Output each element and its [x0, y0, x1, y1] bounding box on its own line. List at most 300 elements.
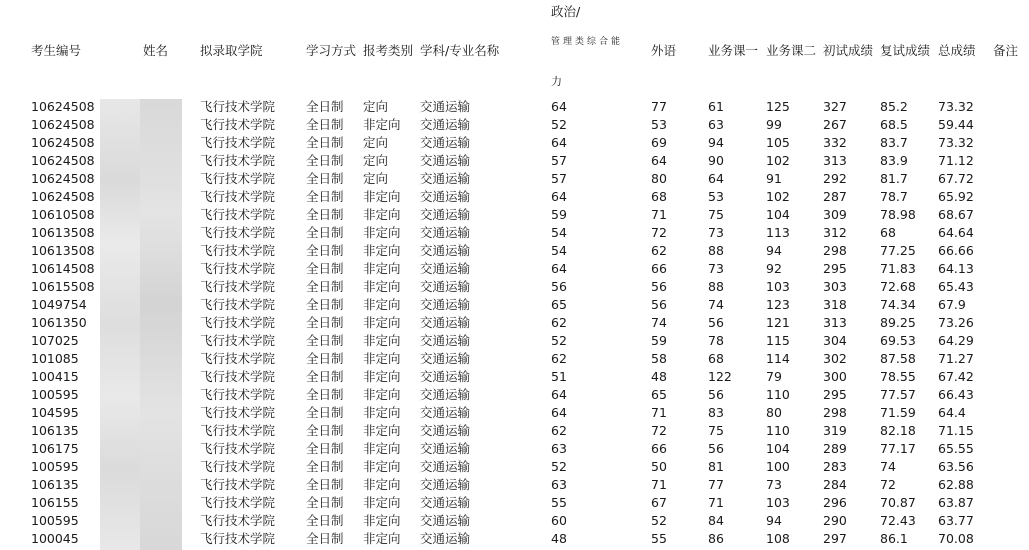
cell-study-mode: 全日制 [306, 171, 344, 186]
cell-study-mode: 全日制 [306, 189, 344, 204]
cell-course1: 53 [708, 189, 724, 204]
cell-college: 飞行技术学院 [200, 513, 276, 528]
cell-exam-id: 104595 [31, 405, 79, 420]
cell-foreign-language: 71 [651, 207, 667, 222]
cell-course1: 56 [708, 387, 724, 402]
cell-college: 飞行技术学院 [200, 297, 276, 312]
cell-college: 飞行技术学院 [200, 441, 276, 456]
cell-study-mode: 全日制 [306, 225, 344, 240]
cell-applicant-type: 非定向 [363, 441, 401, 456]
cell-total-score: 67.72 [938, 171, 974, 186]
cell-initial-score: 312 [823, 225, 847, 240]
cell-exam-id: 10613508 [31, 225, 95, 240]
cell-retest-score: 72.68 [880, 279, 916, 294]
cell-college: 飞行技术学院 [200, 243, 276, 258]
cell-retest-score: 74 [880, 459, 896, 474]
cell-course2: 94 [766, 243, 782, 258]
cell-exam-id: 10615508 [31, 279, 95, 294]
cell-foreign-language: 64 [651, 153, 667, 168]
cell-total-score: 71.27 [938, 351, 974, 366]
cell-study-mode: 全日制 [306, 135, 344, 150]
header-initial-score: 初试成绩 [823, 43, 874, 58]
cell-college: 飞行技术学院 [200, 225, 276, 240]
cell-exam-id: 101085 [31, 351, 79, 366]
cell-college: 飞行技术学院 [200, 369, 276, 384]
cell-applicant-type: 非定向 [363, 261, 401, 276]
cell-applicant-type: 非定向 [363, 495, 401, 510]
cell-major: 交通运输 [420, 171, 471, 186]
cell-retest-score: 89.25 [880, 315, 916, 330]
cell-course2: 104 [766, 441, 790, 456]
cell-study-mode: 全日制 [306, 315, 344, 330]
cell-politics: 62 [551, 315, 567, 330]
cell-initial-score: 298 [823, 243, 847, 258]
cell-college: 飞行技术学院 [200, 171, 276, 186]
cell-politics: 59 [551, 207, 567, 222]
cell-foreign-language: 59 [651, 333, 667, 348]
cell-initial-score: 267 [823, 117, 847, 132]
cell-course1: 77 [708, 477, 724, 492]
header-politics-line3: 力 [551, 75, 562, 88]
cell-college: 飞行技术学院 [200, 261, 276, 276]
cell-study-mode: 全日制 [306, 297, 344, 312]
cell-retest-score: 82.18 [880, 423, 916, 438]
cell-major: 交通运输 [420, 423, 471, 438]
cell-initial-score: 292 [823, 171, 847, 186]
cell-course2: 115 [766, 333, 790, 348]
cell-total-score: 64.29 [938, 333, 974, 348]
header-retest-score: 复试成绩 [880, 43, 931, 58]
cell-course1: 63 [708, 117, 724, 132]
cell-course1: 78 [708, 333, 724, 348]
cell-initial-score: 302 [823, 351, 847, 366]
cell-initial-score: 287 [823, 189, 847, 204]
cell-applicant-type: 非定向 [363, 387, 401, 402]
cell-retest-score: 69.53 [880, 333, 916, 348]
cell-course1: 74 [708, 297, 724, 312]
cell-retest-score: 71.59 [880, 405, 916, 420]
cell-exam-id: 10624508 [31, 135, 95, 150]
cell-college: 飞行技术学院 [200, 207, 276, 222]
cell-initial-score: 290 [823, 513, 847, 528]
cell-major: 交通运输 [420, 495, 471, 510]
cell-major: 交通运输 [420, 441, 471, 456]
cell-major: 交通运输 [420, 261, 471, 276]
cell-college: 飞行技术学院 [200, 531, 276, 546]
cell-exam-id: 100595 [31, 387, 79, 402]
cell-major: 交通运输 [420, 369, 471, 384]
cell-course1: 83 [708, 405, 724, 420]
cell-politics: 63 [551, 477, 567, 492]
cell-course2: 108 [766, 531, 790, 546]
cell-exam-id: 1061350 [31, 315, 87, 330]
cell-foreign-language: 56 [651, 279, 667, 294]
cell-major: 交通运输 [420, 279, 471, 294]
cell-study-mode: 全日制 [306, 207, 344, 222]
cell-foreign-language: 72 [651, 423, 667, 438]
cell-course2: 73 [766, 477, 782, 492]
cell-course2: 99 [766, 117, 782, 132]
cell-initial-score: 300 [823, 369, 847, 384]
cell-college: 飞行技术学院 [200, 459, 276, 474]
cell-course2: 110 [766, 423, 790, 438]
cell-course1: 56 [708, 315, 724, 330]
cell-exam-id: 100595 [31, 513, 79, 528]
cell-course1: 73 [708, 261, 724, 276]
cell-study-mode: 全日制 [306, 477, 344, 492]
cell-applicant-type: 非定向 [363, 423, 401, 438]
cell-applicant-type: 非定向 [363, 189, 401, 204]
cell-total-score: 66.43 [938, 387, 974, 402]
cell-college: 飞行技术学院 [200, 495, 276, 510]
cell-major: 交通运输 [420, 333, 471, 348]
cell-major: 交通运输 [420, 513, 471, 528]
cell-applicant-type: 定向 [363, 153, 389, 168]
cell-initial-score: 289 [823, 441, 847, 456]
cell-exam-id: 10624508 [31, 153, 95, 168]
cell-major: 交通运输 [420, 405, 471, 420]
cell-course1: 71 [708, 495, 724, 510]
cell-applicant-type: 非定向 [363, 225, 401, 240]
cell-total-score: 73.32 [938, 135, 974, 150]
cell-study-mode: 全日制 [306, 513, 344, 528]
cell-course1: 64 [708, 171, 724, 186]
cell-retest-score: 78.55 [880, 369, 916, 384]
header-politics-line2: 管理类综合能 [551, 37, 624, 47]
cell-initial-score: 295 [823, 261, 847, 276]
cell-applicant-type: 非定向 [363, 333, 401, 348]
cell-applicant-type: 非定向 [363, 117, 401, 132]
header-remarks: 备注 [993, 43, 1019, 58]
cell-politics: 54 [551, 225, 567, 240]
cell-study-mode: 全日制 [306, 351, 344, 366]
cell-foreign-language: 68 [651, 189, 667, 204]
cell-foreign-language: 65 [651, 387, 667, 402]
cell-course1: 73 [708, 225, 724, 240]
cell-exam-id: 106175 [31, 441, 79, 456]
cell-politics: 57 [551, 153, 567, 168]
cell-course1: 75 [708, 423, 724, 438]
cell-initial-score: 296 [823, 495, 847, 510]
cell-initial-score: 319 [823, 423, 847, 438]
cell-study-mode: 全日制 [306, 153, 344, 168]
header-politics-line1: 政治/ [551, 4, 581, 19]
header-name: 姓名 [143, 43, 169, 58]
cell-initial-score: 332 [823, 135, 847, 150]
cell-applicant-type: 非定向 [363, 477, 401, 492]
header-applicant-type: 报考类别 [363, 43, 414, 58]
cell-exam-id: 106135 [31, 423, 79, 438]
cell-major: 交通运输 [420, 315, 471, 330]
cell-applicant-type: 非定向 [363, 513, 401, 528]
cell-foreign-language: 66 [651, 261, 667, 276]
cell-major: 交通运输 [420, 117, 471, 132]
cell-study-mode: 全日制 [306, 531, 344, 546]
cell-politics: 54 [551, 243, 567, 258]
cell-study-mode: 全日制 [306, 243, 344, 258]
cell-initial-score: 309 [823, 207, 847, 222]
cell-course1: 86 [708, 531, 724, 546]
cell-politics: 48 [551, 531, 567, 546]
cell-course1: 94 [708, 135, 724, 150]
cell-total-score: 66.66 [938, 243, 974, 258]
cell-college: 飞行技术学院 [200, 189, 276, 204]
cell-course1: 88 [708, 243, 724, 258]
cell-exam-id: 106135 [31, 477, 79, 492]
cell-study-mode: 全日制 [306, 99, 344, 114]
cell-college: 飞行技术学院 [200, 117, 276, 132]
cell-foreign-language: 69 [651, 135, 667, 150]
cell-retest-score: 68 [880, 225, 896, 240]
cell-major: 交通运输 [420, 351, 471, 366]
cell-foreign-language: 62 [651, 243, 667, 258]
cell-total-score: 65.92 [938, 189, 974, 204]
cell-retest-score: 77.57 [880, 387, 916, 402]
cell-college: 飞行技术学院 [200, 333, 276, 348]
cell-applicant-type: 非定向 [363, 405, 401, 420]
cell-course2: 79 [766, 369, 782, 384]
cell-applicant-type: 非定向 [363, 459, 401, 474]
cell-course1: 84 [708, 513, 724, 528]
cell-course2: 94 [766, 513, 782, 528]
cell-college: 飞行技术学院 [200, 423, 276, 438]
cell-retest-score: 87.58 [880, 351, 916, 366]
cell-initial-score: 284 [823, 477, 847, 492]
cell-initial-score: 295 [823, 387, 847, 402]
cell-politics: 64 [551, 189, 567, 204]
header-study-mode: 学习方式 [306, 43, 357, 58]
cell-major: 交通运输 [420, 531, 471, 546]
header-course1: 业务课一 [708, 43, 759, 58]
cell-study-mode: 全日制 [306, 423, 344, 438]
cell-college: 飞行技术学院 [200, 135, 276, 150]
cell-foreign-language: 77 [651, 99, 667, 114]
cell-course1: 68 [708, 351, 724, 366]
cell-applicant-type: 非定向 [363, 315, 401, 330]
cell-applicant-type: 非定向 [363, 297, 401, 312]
cell-exam-id: 100595 [31, 459, 79, 474]
cell-initial-score: 313 [823, 153, 847, 168]
cell-politics: 52 [551, 333, 567, 348]
cell-course2: 103 [766, 495, 790, 510]
cell-applicant-type: 非定向 [363, 369, 401, 384]
cell-applicant-type: 非定向 [363, 207, 401, 222]
cell-retest-score: 72.43 [880, 513, 916, 528]
cell-major: 交通运输 [420, 189, 471, 204]
cell-initial-score: 304 [823, 333, 847, 348]
cell-major: 交通运输 [420, 225, 471, 240]
cell-course2: 80 [766, 405, 782, 420]
cell-foreign-language: 58 [651, 351, 667, 366]
cell-foreign-language: 72 [651, 225, 667, 240]
cell-retest-score: 70.87 [880, 495, 916, 510]
cell-retest-score: 74.34 [880, 297, 916, 312]
cell-major: 交通运输 [420, 135, 471, 150]
cell-foreign-language: 71 [651, 477, 667, 492]
cell-study-mode: 全日制 [306, 333, 344, 348]
cell-course1: 88 [708, 279, 724, 294]
cell-college: 飞行技术学院 [200, 99, 276, 114]
header-college: 拟录取学院 [200, 43, 263, 58]
cell-major: 交通运输 [420, 207, 471, 222]
cell-retest-score: 78.7 [880, 189, 908, 204]
cell-exam-id: 1049754 [31, 297, 87, 312]
cell-politics: 64 [551, 405, 567, 420]
cell-total-score: 67.42 [938, 369, 974, 384]
cell-foreign-language: 80 [651, 171, 667, 186]
cell-politics: 56 [551, 279, 567, 294]
cell-exam-id: 107025 [31, 333, 79, 348]
cell-foreign-language: 56 [651, 297, 667, 312]
cell-foreign-language: 53 [651, 117, 667, 132]
cell-applicant-type: 非定向 [363, 531, 401, 546]
cell-applicant-type: 非定向 [363, 243, 401, 258]
cell-retest-score: 77.25 [880, 243, 916, 258]
header-exam-id: 考生编号 [31, 43, 82, 58]
cell-study-mode: 全日制 [306, 279, 344, 294]
cell-initial-score: 283 [823, 459, 847, 474]
cell-foreign-language: 67 [651, 495, 667, 510]
cell-course2: 92 [766, 261, 782, 276]
cell-exam-id: 106155 [31, 495, 79, 510]
cell-exam-id: 10613508 [31, 243, 95, 258]
cell-retest-score: 78.98 [880, 207, 916, 222]
cell-politics: 52 [551, 117, 567, 132]
cell-retest-score: 71.83 [880, 261, 916, 276]
cell-college: 飞行技术学院 [200, 153, 276, 168]
cell-college: 飞行技术学院 [200, 351, 276, 366]
cell-college: 飞行技术学院 [200, 477, 276, 492]
cell-college: 飞行技术学院 [200, 405, 276, 420]
cell-total-score: 73.32 [938, 99, 974, 114]
cell-total-score: 62.88 [938, 477, 974, 492]
redacted-blur [140, 99, 182, 550]
cell-applicant-type: 非定向 [363, 279, 401, 294]
cell-course1: 90 [708, 153, 724, 168]
cell-exam-id: 10624508 [31, 171, 95, 186]
cell-applicant-type: 非定向 [363, 351, 401, 366]
cell-applicant-type: 定向 [363, 135, 389, 150]
cell-total-score: 67.9 [938, 297, 966, 312]
cell-politics: 64 [551, 261, 567, 276]
cell-retest-score: 83.9 [880, 153, 908, 168]
cell-major: 交通运输 [420, 477, 471, 492]
cell-applicant-type: 定向 [363, 171, 389, 186]
cell-retest-score: 68.5 [880, 117, 908, 132]
cell-initial-score: 327 [823, 99, 847, 114]
cell-politics: 52 [551, 459, 567, 474]
cell-course2: 102 [766, 153, 790, 168]
cell-foreign-language: 66 [651, 441, 667, 456]
cell-total-score: 64.64 [938, 225, 974, 240]
cell-college: 飞行技术学院 [200, 387, 276, 402]
cell-total-score: 73.26 [938, 315, 974, 330]
cell-politics: 62 [551, 351, 567, 366]
cell-retest-score: 85.2 [880, 99, 908, 114]
cell-retest-score: 86.1 [880, 531, 908, 546]
cell-initial-score: 298 [823, 405, 847, 420]
cell-politics: 64 [551, 387, 567, 402]
cell-study-mode: 全日制 [306, 261, 344, 276]
cell-foreign-language: 48 [651, 369, 667, 384]
cell-course2: 110 [766, 387, 790, 402]
cell-course1: 56 [708, 441, 724, 456]
cell-total-score: 63.87 [938, 495, 974, 510]
cell-course2: 104 [766, 207, 790, 222]
cell-college: 飞行技术学院 [200, 315, 276, 330]
cell-major: 交通运输 [420, 153, 471, 168]
cell-politics: 62 [551, 423, 567, 438]
cell-course2: 123 [766, 297, 790, 312]
cell-exam-id: 10610508 [31, 207, 95, 222]
cell-major: 交通运输 [420, 387, 471, 402]
cell-retest-score: 83.7 [880, 135, 908, 150]
cell-course1: 75 [708, 207, 724, 222]
header-total-score: 总成绩 [938, 43, 976, 58]
cell-initial-score: 313 [823, 315, 847, 330]
cell-initial-score: 318 [823, 297, 847, 312]
cell-foreign-language: 74 [651, 315, 667, 330]
header-course2: 业务课二 [766, 43, 817, 58]
cell-initial-score: 297 [823, 531, 847, 546]
cell-course2: 114 [766, 351, 790, 366]
cell-course2: 105 [766, 135, 790, 150]
cell-exam-id: 10624508 [31, 189, 95, 204]
cell-total-score: 64.13 [938, 261, 974, 276]
cell-major: 交通运输 [420, 459, 471, 474]
cell-applicant-type: 定向 [363, 99, 389, 114]
cell-course2: 102 [766, 189, 790, 204]
cell-politics: 64 [551, 99, 567, 114]
cell-study-mode: 全日制 [306, 387, 344, 402]
cell-total-score: 59.44 [938, 117, 974, 132]
cell-politics: 65 [551, 297, 567, 312]
cell-total-score: 71.12 [938, 153, 974, 168]
cell-course1: 61 [708, 99, 724, 114]
cell-course2: 103 [766, 279, 790, 294]
cell-course2: 91 [766, 171, 782, 186]
cell-study-mode: 全日制 [306, 495, 344, 510]
cell-study-mode: 全日制 [306, 459, 344, 474]
cell-politics: 63 [551, 441, 567, 456]
header-foreign-language: 外语 [651, 43, 677, 58]
cell-course1: 81 [708, 459, 724, 474]
cell-total-score: 70.08 [938, 531, 974, 546]
cell-major: 交通运输 [420, 243, 471, 258]
cell-exam-id: 100045 [31, 531, 79, 546]
cell-foreign-language: 71 [651, 405, 667, 420]
cell-politics: 57 [551, 171, 567, 186]
cell-study-mode: 全日制 [306, 369, 344, 384]
cell-course2: 125 [766, 99, 790, 114]
cell-exam-id: 10624508 [31, 117, 95, 132]
cell-study-mode: 全日制 [306, 117, 344, 132]
cell-total-score: 63.77 [938, 513, 974, 528]
cell-total-score: 65.43 [938, 279, 974, 294]
cell-total-score: 64.4 [938, 405, 966, 420]
cell-foreign-language: 55 [651, 531, 667, 546]
cell-study-mode: 全日制 [306, 405, 344, 420]
cell-exam-id: 100415 [31, 369, 79, 384]
cell-course2: 100 [766, 459, 790, 474]
cell-exam-id: 10624508 [31, 99, 95, 114]
cell-study-mode: 全日制 [306, 441, 344, 456]
cell-politics: 55 [551, 495, 567, 510]
cell-initial-score: 303 [823, 279, 847, 294]
cell-retest-score: 72 [880, 477, 896, 492]
cell-total-score: 68.67 [938, 207, 974, 222]
cell-foreign-language: 50 [651, 459, 667, 474]
